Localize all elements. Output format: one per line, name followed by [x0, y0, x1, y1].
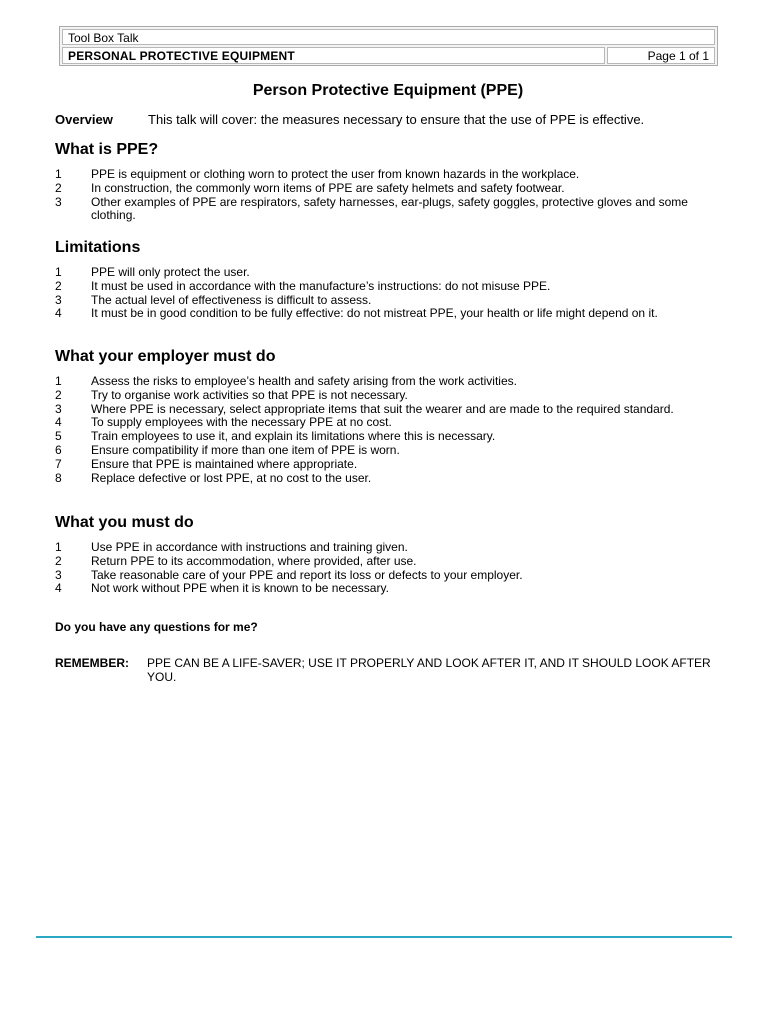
item-text: In construction, the commonly worn items of PPE are safety helmets and safety footwear. — [91, 180, 565, 195]
item-number: 6 — [55, 442, 62, 457]
item-text: To supply employees with the necessary PPE at no cost. — [91, 415, 392, 430]
item-number: 8 — [55, 470, 62, 485]
item-text: Not work without PPE when it is known to be necessary. — [91, 581, 389, 596]
numbered-list — [55, 375, 725, 485]
item-number: 3 — [55, 194, 62, 209]
item-number: 1 — [55, 265, 62, 279]
item-text: Take reasonable care of your PPE and report its loss or defects to your employer. — [91, 567, 523, 582]
document-title: Person Protective Equipment (PPE) — [252, 82, 524, 99]
header-subject: PERSONAL PROTECTIVE EQUIPMENT — [62, 47, 605, 64]
item-text: Replace defective or lost PPE, at no cost to the user. — [91, 470, 372, 485]
item-number: 3 — [55, 401, 62, 416]
item-number: 1 — [55, 167, 62, 181]
item-number: 1 — [55, 374, 62, 388]
section-employer-duties — [55, 347, 725, 485]
list-item — [55, 182, 725, 196]
remember-text: PPE CAN BE A LIFE-SAVER; USE IT PROPERLY AND LOOK AFTER IT, AND IT SHOULD LOOK AFTER YOU. — [147, 656, 711, 684]
list-item — [55, 444, 725, 458]
item-number: 5 — [55, 429, 62, 444]
item-text: Ensure compatibility if more than one item of PPE is worn. — [91, 442, 400, 457]
item-number: 1 — [55, 540, 62, 554]
list-item — [55, 555, 725, 569]
list-item — [55, 266, 725, 280]
list-item — [55, 389, 725, 403]
item-text: It must be in good condition to be fully effective: do not mistreat PPE, your health or life might depend on it. — [91, 306, 658, 321]
list-item — [55, 196, 725, 224]
header-doc-type: Tool Box Talk — [62, 29, 715, 45]
item-text: Ensure that PPE is maintained where appropriate. — [91, 456, 358, 471]
list-item — [55, 307, 725, 321]
numbered-list — [55, 266, 725, 321]
list-item — [55, 472, 725, 486]
item-text: PPE is equipment or clothing worn to protect the user from known hazards in the workplace. — [91, 167, 580, 181]
section-heading: What is PPE? — [55, 141, 159, 158]
item-number: 4 — [55, 415, 62, 430]
questions-prompt: Do you have any questions for me? — [55, 620, 258, 634]
overview-label: Overview — [55, 112, 113, 127]
list-item — [55, 403, 725, 417]
item-text: Train employees to use it, and explain its limitations where this is necessary. — [91, 429, 496, 444]
remember-label: REMEMBER: — [55, 656, 129, 670]
item-number: 2 — [55, 278, 62, 293]
list-item — [55, 416, 725, 430]
item-text: Other examples of PPE are respirators, safety harnesses, ear-plugs, safety goggles, protective gloves and some clothing. — [91, 194, 688, 223]
item-text: It must be used in accordance with the manufacture’s instructions: do not misuse PPE. — [91, 278, 551, 293]
section-limitations — [55, 238, 725, 321]
section-heading: Limitations — [55, 239, 141, 256]
section-what-is-ppe — [55, 140, 725, 223]
item-number: 2 — [55, 180, 62, 195]
numbered-list — [55, 541, 725, 596]
list-item — [55, 458, 725, 472]
header-page-number: Page 1 of 1 — [607, 47, 715, 64]
item-number: 4 — [55, 306, 62, 321]
list-item — [55, 569, 725, 583]
item-number: 2 — [55, 387, 62, 402]
item-text: Use PPE in accordance with instructions and training given. — [91, 540, 408, 554]
item-number: 3 — [55, 567, 62, 582]
list-item — [55, 541, 725, 555]
section-your-duties — [55, 513, 725, 596]
item-text: Try to organise work activities so that PPE is not necessary. — [91, 387, 408, 402]
section-heading: What you must do — [55, 514, 194, 531]
footer-rule — [36, 936, 732, 938]
item-text: Assess the risks to employee’s health and safety arising from the work activities. — [91, 374, 517, 388]
list-item — [55, 375, 725, 389]
list-item — [55, 430, 725, 444]
numbered-list — [55, 168, 725, 223]
item-text: Return PPE to its accommodation, where provided, after use. — [91, 553, 417, 568]
header-table — [59, 26, 718, 66]
overview-text: This talk will cover: the measures necessary to ensure that the use of PPE is effective. — [148, 112, 645, 127]
list-item — [55, 582, 725, 596]
section-heading: What your employer must do — [55, 348, 276, 365]
list-item — [55, 280, 725, 294]
item-text: PPE will only protect the user. — [91, 265, 250, 279]
item-number: 4 — [55, 581, 62, 596]
list-item — [55, 294, 725, 308]
item-text: The actual level of effectiveness is difficult to assess. — [91, 292, 372, 307]
item-number: 3 — [55, 292, 62, 307]
list-item — [55, 168, 725, 182]
item-number: 7 — [55, 456, 62, 471]
item-number: 2 — [55, 553, 62, 568]
item-text: Where PPE is necessary, select appropriate items that suit the wearer and are made to the required standard. — [91, 401, 674, 416]
